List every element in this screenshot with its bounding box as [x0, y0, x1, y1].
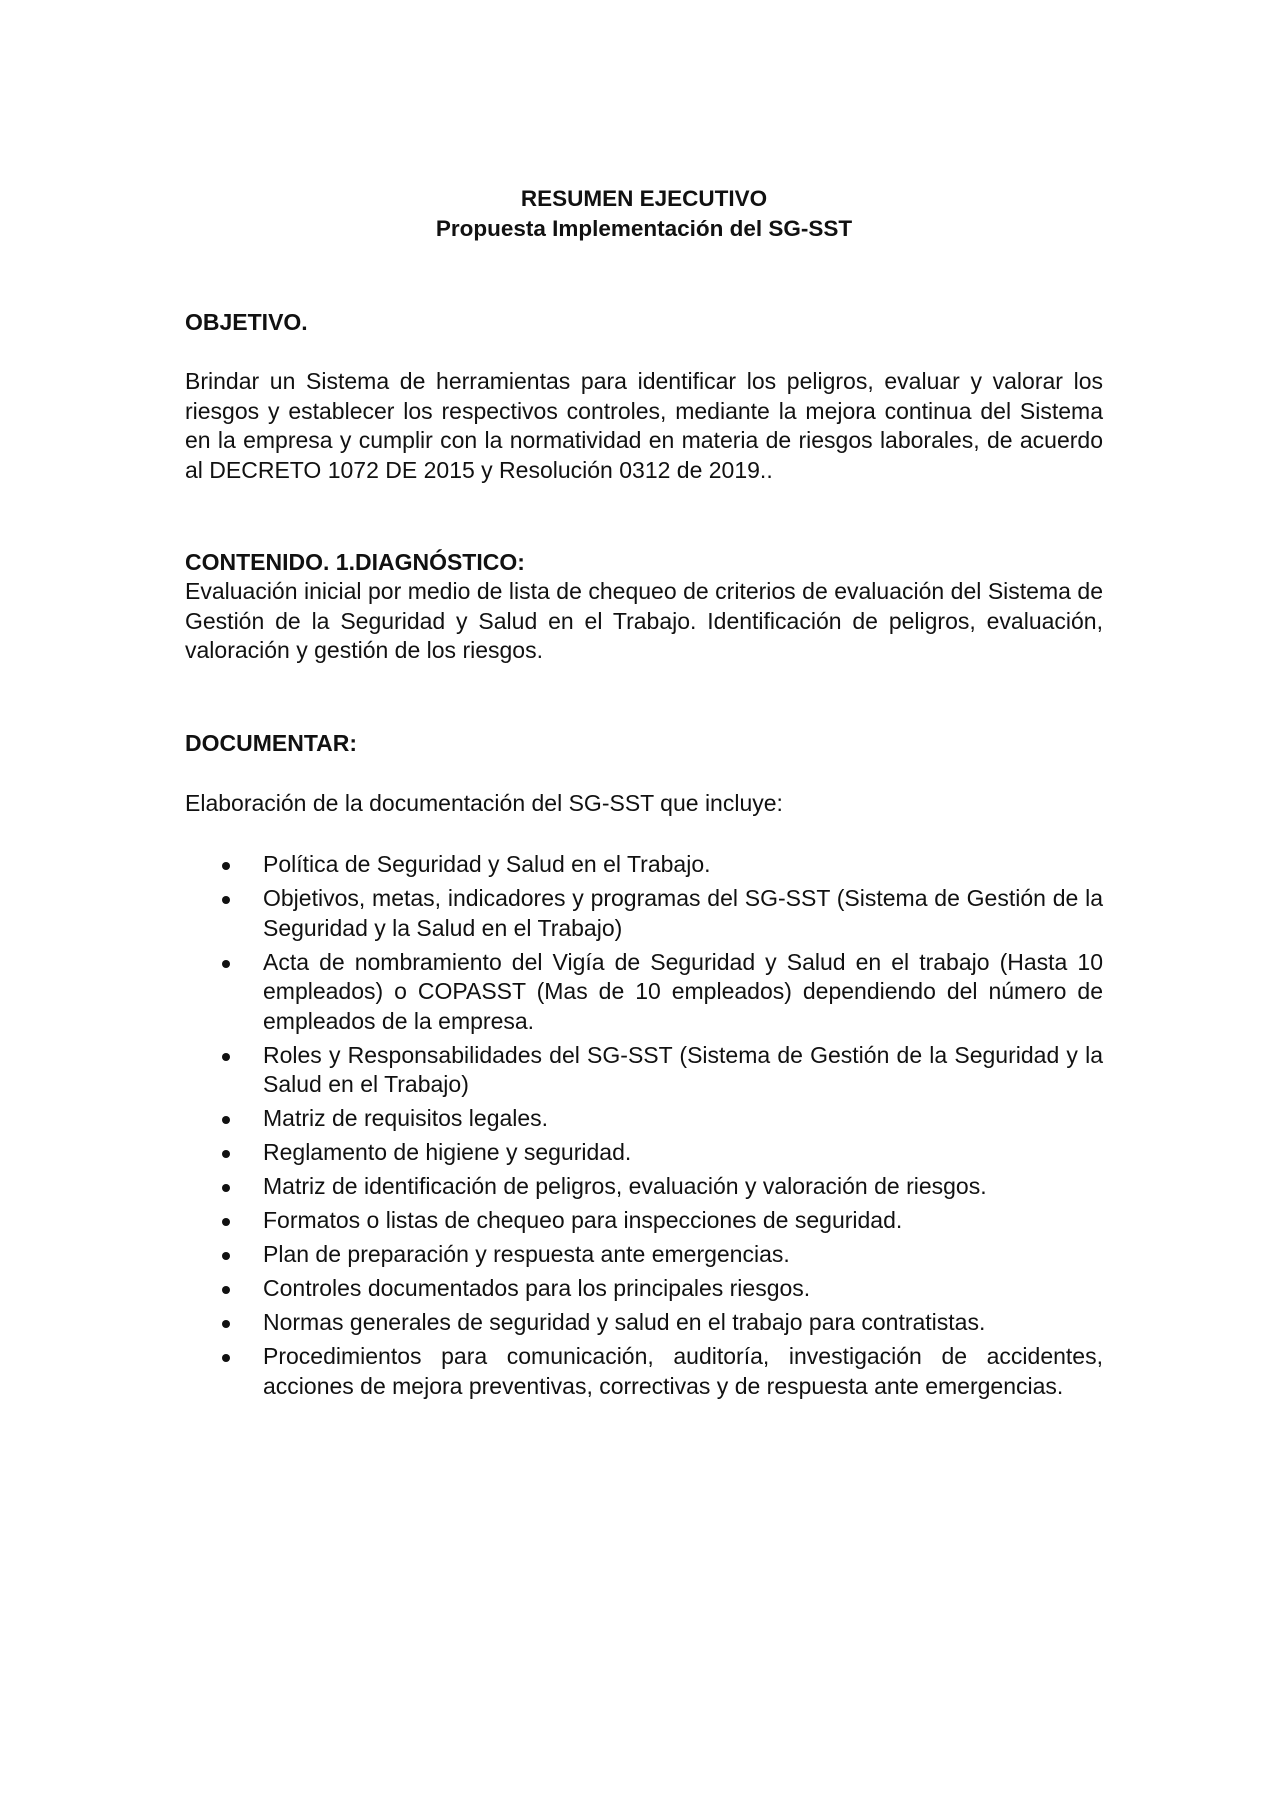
documentar-intro: Elaboración de la documentación del SG-SST que incluye: [185, 789, 783, 816]
documentar-list [185, 850, 1103, 1401]
list-item [185, 850, 1103, 880]
list-item [185, 1240, 1103, 1270]
list-item [185, 1138, 1103, 1168]
list-item-text: Procedimientos para comunicación, auditoría, investigación de accidentes, acciones de mejora preventivas, correctivas y de respuesta ante emergencias. [263, 1343, 1103, 1399]
list-item-text: Matriz de requisitos legales. [263, 1105, 549, 1131]
bullet-icon [222, 960, 230, 968]
bullet-icon [222, 1150, 230, 1158]
contenido-text: Evaluación inicial por medio de lista de chequeo de criterios de evaluación del Sistema de Gestión de la Seguridad y Salud en el Trabajo. Identificación de peligros, evaluación, valoración y gestión de los riesgos. [185, 578, 1103, 663]
bullet-icon [222, 1320, 230, 1328]
bullet-icon [222, 862, 230, 870]
list-item [185, 1206, 1103, 1236]
objetivo-text: Brindar un Sistema de herramientas para identificar los peligros, evaluar y valorar los riesgos y establecer los respectivos controles, mediante la mejora continua del Sistema en la empresa y cumplir con la normatividad en materia de riesgos laborales, de acuerdo al DECRETO 1072 DE 2015 y Resolución 0312 de 2019.. [185, 368, 1103, 483]
list-item [185, 1308, 1103, 1338]
bullet-icon [222, 1053, 230, 1061]
bullet-icon [222, 896, 230, 904]
list-item-text: Matriz de identificación de peligros, evaluación y valoración de riesgos. [263, 1173, 987, 1199]
bullet-icon [222, 1218, 230, 1226]
list-item [185, 948, 1103, 1037]
document-title: RESUMEN EJECUTIVO [520, 186, 768, 211]
list-item-text: Normas generales de seguridad y salud en el trabajo para contratistas. [263, 1309, 986, 1335]
bullet-icon [222, 1286, 230, 1294]
list-item-text: Plan de preparación y respuesta ante emergencias. [263, 1241, 790, 1267]
list-item [185, 1274, 1103, 1304]
document-title-block [185, 184, 1103, 244]
list-item [185, 1172, 1103, 1202]
bullet-icon [222, 1184, 230, 1192]
list-item-text: Reglamento de higiene y seguridad. [263, 1139, 632, 1165]
list-item-text: Roles y Responsabilidades del SG-SST (Sistema de Gestión de la Seguridad y la Salud en el Trabajo) [263, 1041, 1103, 1097]
document-subtitle: Propuesta Implementación del SG-SST [435, 216, 853, 241]
list-item-text: Controles documentados para los principales riesgos. [263, 1275, 811, 1301]
bullet-icon [222, 1252, 230, 1260]
documentar-heading: DOCUMENTAR: [185, 729, 358, 756]
list-item-text: Acta de nombramiento del Vigía de Seguridad y Salud en el trabajo (Hasta 10 empleados) o COPASST (Mas de 10 empleados) dependiendo del número de empleados de la empresa. [263, 948, 1103, 1034]
bullet-icon [222, 1116, 230, 1124]
list-item [185, 1342, 1103, 1401]
list-item [185, 1041, 1103, 1100]
objetivo-heading: OBJETIVO. [185, 309, 308, 335]
list-item-text: Política de Seguridad y Salud en el Trabajo. [263, 851, 711, 877]
list-item [185, 1104, 1103, 1134]
document-content [185, 184, 1103, 1406]
bullet-icon [222, 1354, 230, 1362]
list-item [185, 884, 1103, 943]
list-item-text: Objetivos, metas, indicadores y programas del SG-SST (Sistema de Gestión de la Seguridad y la Salud en el Trabajo) [263, 885, 1103, 941]
contenido-heading: CONTENIDO. 1.DIAGNÓSTICO: [185, 549, 525, 575]
list-item-text: Formatos o listas de chequeo para inspecciones de seguridad. [263, 1207, 903, 1233]
